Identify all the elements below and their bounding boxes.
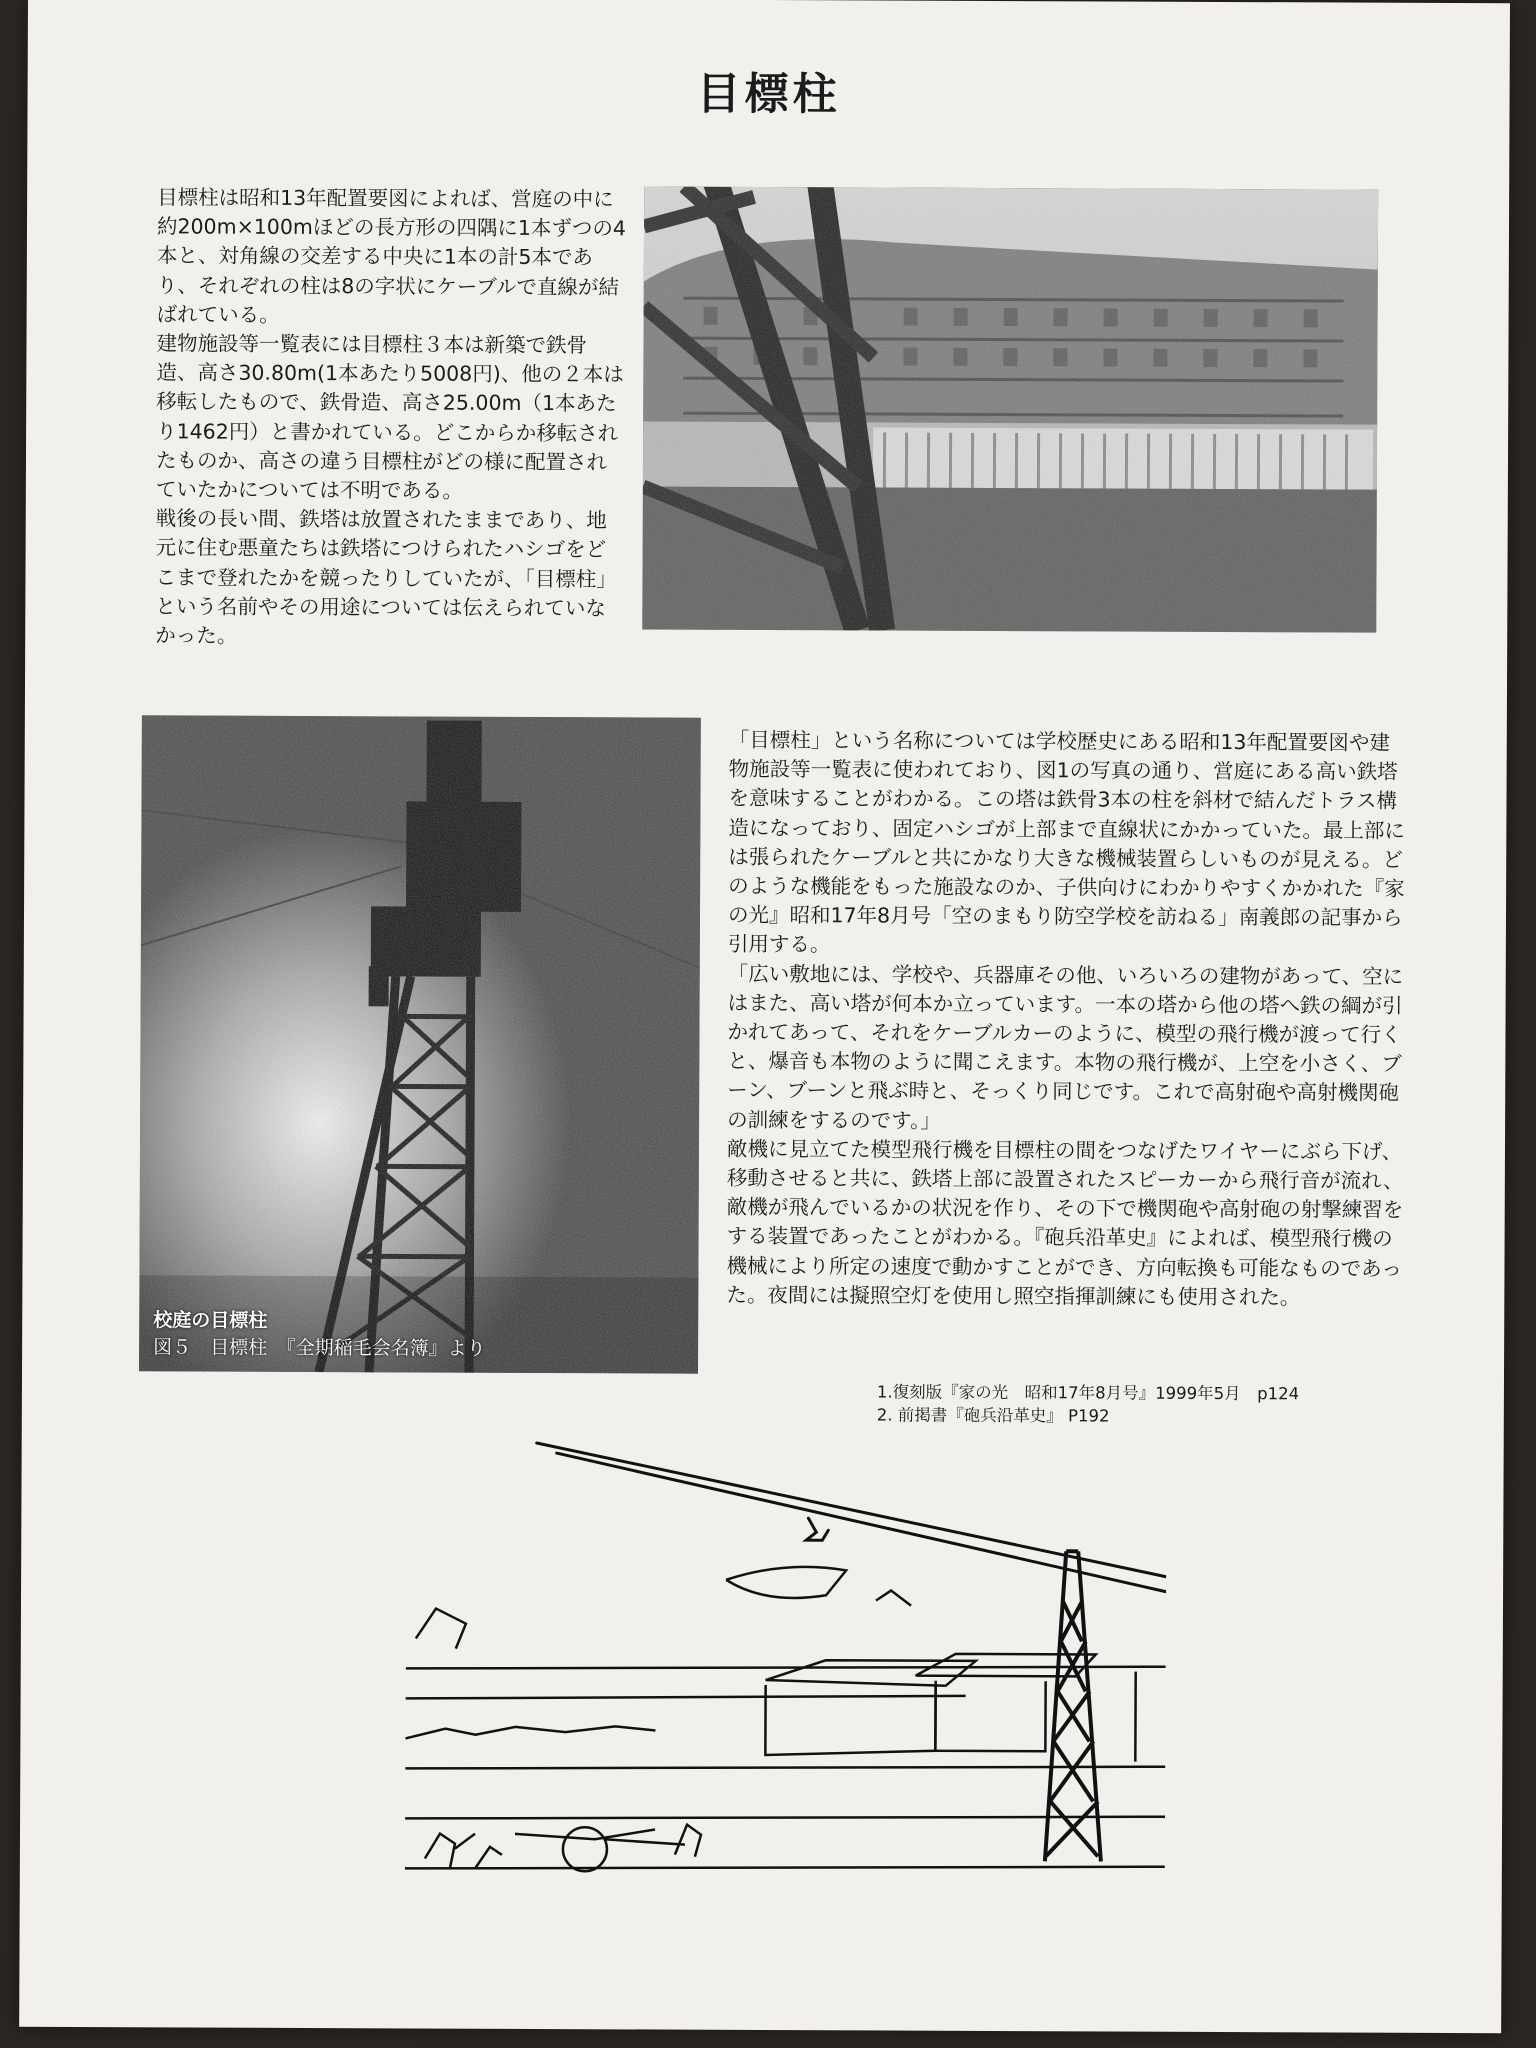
reference-notes (877, 1380, 1299, 1428)
photo-target-tower (139, 715, 701, 1373)
explanation-paragraph: 「目標柱」という名称については学校歴史にある昭和13年配置要図や建物施設等一覧表に使われており、図1の写真の通り、営庭にある高い鉄塔を意味することがわかる。この塔は鉄骨3本の柱を斜材で結んだトラス構造になっており、固定ハシゴが上部まで直線状にかかっていた。最上部には張られたケーブルと共にかなり大きな機械装置らしいものが見える。どのような機能をもった施設なのか、子供向けにわかりやすくかかれた『家の光』昭和17年8月号「空のまもり防空学校を訪ねる」南義郎の記事から引用する。 (727, 727, 1405, 957)
reference-note: 1.復刻版『家の光 昭和17年8月号』1999年5月 p124 (876, 1382, 1300, 1404)
photo-caption (153, 1307, 486, 1362)
gun-wheel-icon (563, 1827, 607, 1871)
cable-line (536, 1443, 1167, 1577)
intro-text (155, 183, 627, 652)
model-plane-icon (806, 1518, 828, 1540)
photo-tower-base-assembly (642, 186, 1378, 632)
tower-drawing (1045, 1551, 1102, 1861)
explanation-text (726, 726, 1409, 1313)
photo-target-tower-image (139, 715, 701, 1373)
quote-paragraph: 「広い敷地には、学校や、兵器庫その他、いろいろの建物があって、空にはまた、高い塔が何本か立っています。一本の塔から他の塔へ鉄の綱が引かれてあって、それをケーブルカーのように、模型の飛行機が渡って行くと、爆音も本物のように聞こえます。本物の飛行機が、上空を小さく、ブーン、ブーンと飛ぶ時と、そっくり同じです。これで高射砲や高射機関砲の訓練をするのです。」 (727, 961, 1404, 1133)
illustration-target-tower-drawing (405, 1438, 1167, 1921)
photo-tower-base-image (642, 186, 1378, 632)
explanation-paragraph: 敵機に見立てた模型飛行機を目標柱の間をつなげたワイヤーにぶら下げ、移動させると共に、鉄塔上部に設置されたスピーカーから飛行音が流れ、敵機が飛んでいるかの状況を作り、その下で機関砲や高射砲の射撃練習をする装置であったことがわかる。『砲兵沿革史』によれば、模型飛行機の機械により所定の速度で動かすことができ、方向転換も可能なものであった。夜間には擬照空灯を使用し照空指揮訓練にも使用された。 (726, 1136, 1404, 1310)
document-page (19, 0, 1510, 2033)
reference-note: 2. 前掲書『砲兵沿革史』 P192 (876, 1405, 1110, 1426)
page-title: 目標柱 (696, 68, 841, 121)
intro-paragraph: 戦後の長い間、鉄塔は放置されたままであり、地元に住む悪童たちは鉄塔につけられたハシゴをどこまで登れたかを競ったりしていたが、「目標柱」という名前やその用途については伝えられていなかった。 (155, 506, 617, 648)
intro-paragraph: 建物施設等一覧表には目標柱３本は新築で鉄骨造、高さ30.80m(1本あたり5008円)、他の２本は移転したもので、鉄骨造、高さ25.00m（1本あたり1462円）と書かれている。どこからか移転されたものか、高さの違う目標柱がどの様に配置されていたかについては不明である。 (155, 331, 624, 503)
intro-paragraph: 目標柱は昭和13年配置要図によれば、営庭の中に約200m×100mほどの長方形の四隅に1本ずつの4本と、対角線の交差する中央に1本の計5本であり、それぞれの柱は8の字状にケーブルで直線が結ばれている。 (156, 185, 627, 327)
caption-source: 図５ 目標柱 『全期稲毛会名簿』より (153, 1336, 486, 1360)
caption-title: 校庭の目標柱 (153, 1309, 268, 1332)
